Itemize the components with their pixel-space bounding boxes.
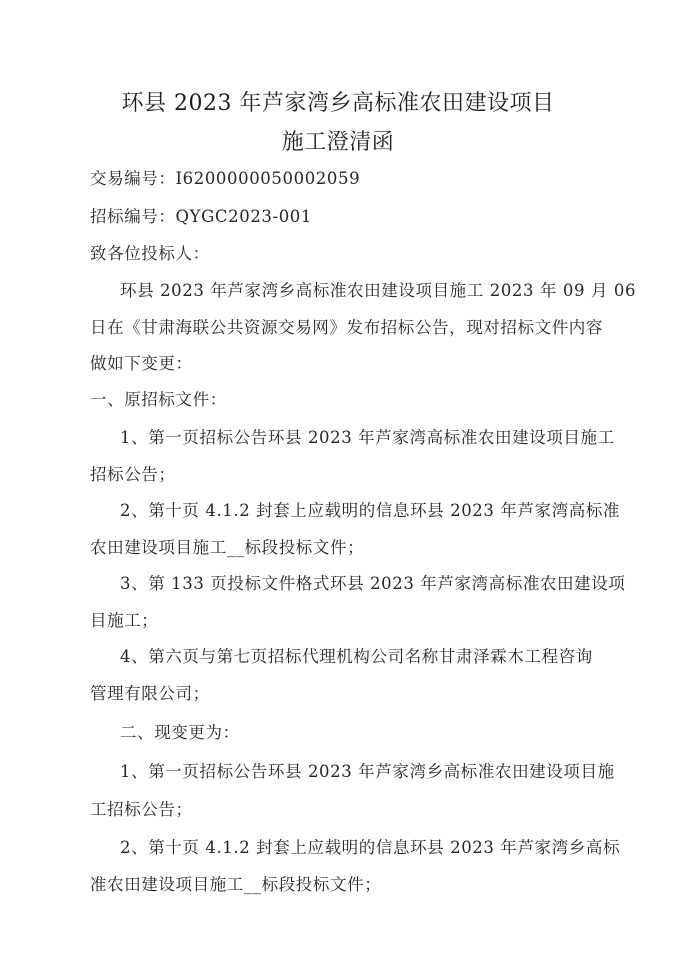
changed-item-1-line-2: 工招标公告； [90, 800, 193, 819]
intro-line-3: 做如下变更： [90, 354, 193, 373]
intro-line-1: 环县 2023 年芦家湾乡高标准农田建设项目施工 2023 年 09 月 06 [120, 281, 637, 300]
tender-number: 招标编号：QYGC2023-001 [90, 207, 312, 226]
document-title-line1: 环县 2023 年芦家湾乡高标准农田建设项目 [121, 91, 555, 116]
transaction-number: 交易编号：I6200000050002059 [90, 169, 361, 188]
changed-item-2-line-1: 2、第十页 4.1.2 封套上应载明的信息环县 2023 年芦家湾乡高标 [120, 838, 621, 857]
original-item-4-line-2: 管理有限公司； [90, 684, 210, 703]
document-title-line2: 施工澄清函 [281, 130, 395, 155]
original-item-3-line-2: 目施工； [90, 611, 159, 630]
section-changed-heading: 二、现变更为： [120, 723, 240, 742]
original-item-2-line-2: 农田建设项目施工__标段投标文件； [90, 538, 365, 557]
intro-line-2: 日在《甘肃海联公共资源交易网》发布招标公告，现对招标文件内容 [90, 318, 603, 337]
original-item-1-line-1: 1、第一页招标公告环县 2023 年芦家湾高标准农田建设项目施工 [120, 428, 615, 447]
original-item-3-line-1: 3、第 133 页投标文件格式环县 2023 年芦家湾高标准农田建设项 [120, 574, 626, 593]
original-item-2-line-1: 2、第十页 4.1.2 封套上应载明的信息环县 2023 年芦家湾高标准 [120, 501, 621, 520]
original-item-4-line-1: 4、第六页与第七页招标代理机构公司名称甘肃泽霖木工程咨询 [120, 647, 593, 666]
salutation: 致各位投标人： [90, 244, 210, 263]
changed-item-2-line-2: 准农田建设项目施工__标段投标文件； [90, 875, 382, 894]
original-item-1-line-2: 招标公告； [90, 465, 176, 484]
changed-item-1-line-1: 1、第一页招标公告环县 2023 年芦家湾乡高标准农田建设项目施 [120, 762, 615, 781]
section-original-heading: 一、原招标文件： [90, 390, 227, 409]
